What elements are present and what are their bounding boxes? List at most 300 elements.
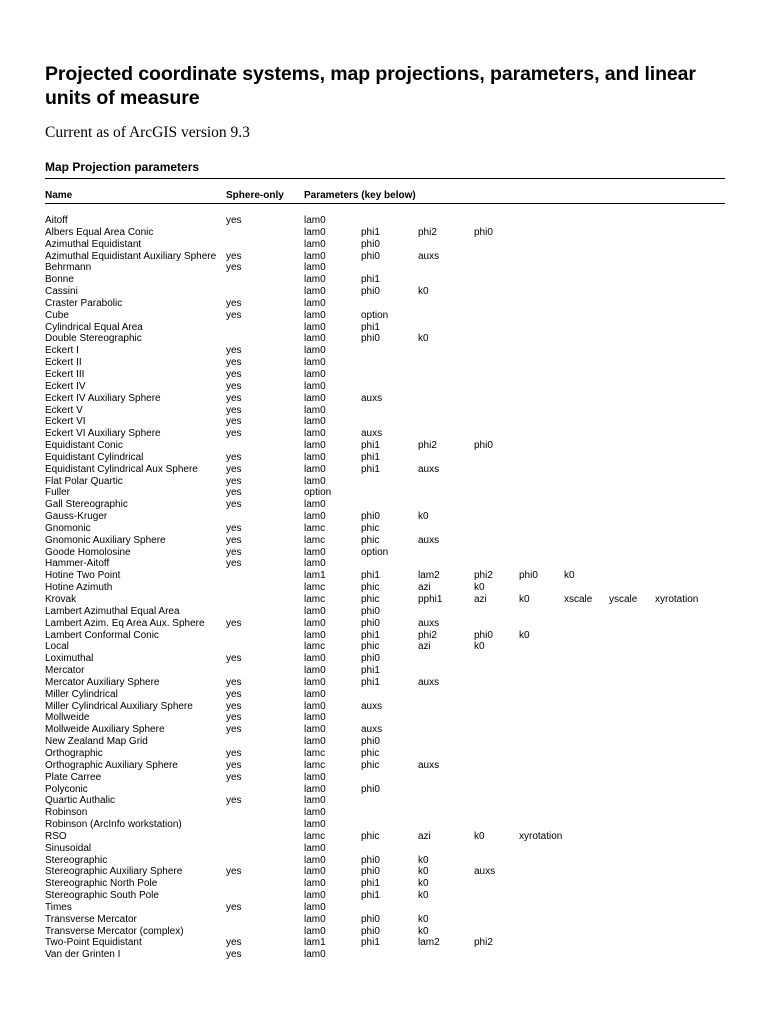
parameter-value: lam0: [304, 321, 326, 333]
parameter-value: lam0: [304, 463, 326, 475]
parameter-value: lam0: [304, 700, 326, 712]
parameter-value: phi1: [361, 629, 380, 641]
parameter-value: phi1: [361, 890, 380, 902]
parameter-value: lam2: [418, 937, 440, 949]
sphere-only-value: yes: [226, 688, 242, 700]
parameter-value: yscale: [609, 594, 638, 605]
sphere-only-value: yes: [226, 345, 242, 357]
table-row: [45, 926, 725, 938]
projection-name: Van der Grinten I: [45, 949, 121, 961]
sphere-only-value: yes: [226, 866, 242, 878]
projection-name: Times: [45, 901, 72, 913]
projection-name: Eckert I: [45, 345, 79, 357]
sphere-only-value: yes: [226, 451, 242, 463]
parameter-value: lam0: [304, 795, 326, 807]
parameter-value: lam0: [304, 712, 326, 724]
parameter-value: phi2: [474, 937, 493, 949]
parameter-value: k0: [474, 830, 485, 842]
parameter-value: lam0: [304, 309, 326, 321]
parameter-value: lam0: [304, 333, 326, 345]
sphere-only-value: yes: [226, 771, 242, 783]
parameter-value: phi0: [361, 617, 380, 629]
projection-name: Equidistant Cylindrical Aux Sphere: [45, 463, 198, 475]
parameter-value: phi0: [361, 286, 380, 298]
sphere-only-value: yes: [226, 949, 242, 961]
parameter-value: pphi1: [418, 594, 443, 605]
parameter-value: lam0: [304, 842, 326, 854]
parameter-value: phic: [361, 759, 380, 771]
projection-name: Hotine Azimuth: [45, 582, 113, 594]
parameter-value: phi0: [361, 866, 380, 878]
table-row: [45, 878, 725, 890]
parameter-value: auxs: [418, 617, 440, 629]
parameter-value: lamc: [304, 582, 326, 594]
projection-name: Bonne: [45, 274, 74, 286]
parameter-value: lam0: [304, 771, 326, 783]
projection-name: Stereographic North Pole: [45, 878, 158, 890]
sphere-only-value: yes: [226, 676, 242, 688]
parameter-value: lamc: [304, 594, 326, 605]
parameter-value: lam0: [304, 416, 326, 428]
parameter-value: azi: [418, 830, 431, 842]
projection-name: Albers Equal Area Conic: [45, 226, 154, 238]
parameter-value: auxs: [361, 724, 383, 736]
table-row: [45, 843, 725, 855]
parameter-value: phi1: [361, 463, 380, 475]
projection-name: Eckert IV Auxiliary Sphere: [45, 392, 161, 404]
parameter-value: lamc: [304, 759, 326, 771]
parameter-value: auxs: [418, 250, 440, 262]
parameter-value: lamc: [304, 534, 326, 546]
table-row: [45, 689, 725, 701]
column-header-sphere-only: Sphere-only: [226, 190, 284, 201]
parameter-value: lamc: [304, 522, 326, 534]
table-row: [45, 239, 725, 251]
sphere-only-value: yes: [226, 262, 242, 274]
parameter-value: phi0: [474, 226, 493, 238]
table-row: [45, 476, 725, 488]
parameter-value: lam0: [304, 380, 326, 392]
header-divider: [45, 203, 725, 204]
table-row: [45, 547, 725, 559]
column-header-parameters: Parameters (key below): [304, 190, 416, 201]
table-row: [45, 914, 725, 926]
table-row: [45, 369, 725, 381]
sphere-only-value: yes: [226, 309, 242, 321]
parameter-value: lam0: [304, 297, 326, 309]
parameter-value: lam0: [304, 357, 326, 369]
parameter-value: lam0: [304, 286, 326, 298]
table-row: [45, 807, 725, 819]
parameter-value: lam1: [304, 937, 326, 949]
table-row: [45, 393, 725, 405]
projection-name: New Zealand Map Grid: [45, 736, 148, 748]
parameter-value: phi0: [361, 736, 380, 748]
table-row: [45, 594, 725, 606]
table-row: [45, 416, 725, 428]
parameter-value: auxs: [474, 866, 496, 878]
sphere-only-value: yes: [226, 795, 242, 807]
projection-name: Lambert Conformal Conic: [45, 629, 159, 641]
projection-name: Gnomonic: [45, 522, 91, 534]
parameter-value: k0: [418, 925, 429, 937]
parameter-value: lam0: [304, 925, 326, 937]
projection-table: [45, 215, 725, 961]
parameter-value: lam0: [304, 807, 326, 819]
projection-name: Goode Homolosine: [45, 546, 131, 558]
table-row: [45, 949, 725, 961]
table-row: [45, 866, 725, 878]
parameter-value: k0: [474, 641, 485, 653]
parameter-value: lam0: [304, 345, 326, 357]
projection-name: Mercator: [45, 665, 85, 677]
sphere-only-value: yes: [226, 428, 242, 440]
projection-name: RSO: [45, 830, 67, 842]
parameter-value: lam0: [304, 428, 326, 440]
parameter-value: lam0: [304, 215, 326, 226]
parameter-value: azi: [418, 641, 431, 653]
page-title: Projected coordinate systems, map projections, parameters, and linear units of measure: [45, 63, 696, 109]
parameter-value: phic: [361, 641, 380, 653]
parameter-value: phi0: [519, 570, 538, 582]
parameter-value: phi1: [361, 440, 380, 452]
table-row: [45, 440, 725, 452]
sphere-only-value: yes: [226, 392, 242, 404]
parameter-value: phi1: [361, 274, 380, 286]
parameter-value: k0: [519, 629, 530, 641]
parameter-value: lam0: [304, 546, 326, 558]
sphere-only-value: yes: [226, 558, 242, 570]
table-row: [45, 487, 725, 499]
table-row: [45, 630, 725, 642]
parameter-value: auxs: [361, 428, 383, 440]
projection-name: Cube: [45, 309, 69, 321]
projection-name: Polyconic: [45, 783, 88, 795]
parameter-value: lam0: [304, 605, 326, 617]
sphere-only-value: yes: [226, 475, 242, 487]
table-row: [45, 511, 725, 523]
parameter-value: phi0: [474, 629, 493, 641]
projection-name: Eckert III: [45, 368, 85, 380]
parameter-value: phi2: [418, 226, 437, 238]
document-page: [45, 62, 725, 961]
sphere-only-value: yes: [226, 759, 242, 771]
projection-name: Cylindrical Equal Area: [45, 321, 143, 333]
parameter-value: xscale: [564, 594, 593, 605]
table-row: [45, 381, 725, 393]
table-row: [45, 677, 725, 689]
parameter-value: lam0: [304, 913, 326, 925]
sphere-only-value: yes: [226, 700, 242, 712]
sphere-only-value: yes: [226, 250, 242, 262]
projection-name: Equidistant Conic: [45, 440, 123, 452]
parameter-value: lamc: [304, 641, 326, 653]
projection-name: Equidistant Cylindrical: [45, 451, 144, 463]
table-row: [45, 523, 725, 535]
table-row: [45, 665, 725, 677]
projection-name: Lambert Azimuthal Equal Area: [45, 605, 180, 617]
parameter-value: lam0: [304, 440, 326, 452]
parameter-value: azi: [418, 582, 431, 594]
table-row: [45, 345, 725, 357]
table-row: [45, 618, 725, 630]
projection-name: Eckert V: [45, 404, 83, 416]
parameter-value: phic: [361, 594, 380, 605]
projection-name: Stereographic Auxiliary Sphere: [45, 866, 183, 878]
table-row: [45, 322, 725, 334]
parameter-value: k0: [519, 594, 530, 605]
parameter-value: phic: [361, 830, 380, 842]
table-row: [45, 464, 725, 476]
sphere-only-value: yes: [226, 747, 242, 759]
parameter-value: lam0: [304, 736, 326, 748]
section-title: Map Projection parameters: [45, 160, 200, 174]
table-row: [45, 760, 725, 772]
projection-name: Gauss-Kruger: [45, 511, 108, 523]
version-subtitle: Current as of ArcGIS version 9.3: [45, 124, 250, 141]
projection-name: Two-Point Equidistant: [45, 937, 142, 949]
projection-name: Orthographic: [45, 747, 103, 759]
projection-name: Eckert VI: [45, 416, 86, 428]
table-row: [45, 724, 725, 736]
parameter-value: phic: [361, 534, 380, 546]
parameter-value: k0: [418, 913, 429, 925]
parameter-value: phi1: [361, 937, 380, 949]
sphere-only-value: yes: [226, 534, 242, 546]
projection-name: Hotine Two Point: [45, 570, 121, 582]
parameter-value: lamc: [304, 830, 326, 842]
table-row: [45, 251, 725, 263]
parameter-value: phi1: [361, 878, 380, 890]
parameter-value: k0: [418, 890, 429, 902]
table-row: [45, 831, 725, 843]
projection-name: Transverse Mercator (complex): [45, 925, 184, 937]
projection-name: Gnomonic Auxiliary Sphere: [45, 534, 166, 546]
table-row: [45, 262, 725, 274]
table-row: [45, 937, 725, 949]
parameter-value: auxs: [361, 392, 383, 404]
table-row: [45, 535, 725, 547]
sphere-only-value: yes: [226, 357, 242, 369]
projection-name: Robinson (ArcInfo workstation): [45, 819, 182, 831]
projection-name: Gall Stereographic: [45, 499, 128, 511]
parameter-value: lam0: [304, 226, 326, 238]
projection-name: Double Stereographic: [45, 333, 142, 345]
parameter-value: phi1: [361, 321, 380, 333]
table-row: [45, 653, 725, 665]
table-row: [45, 736, 725, 748]
projection-name: Mercator Auxiliary Sphere: [45, 676, 160, 688]
parameter-value: phic: [361, 747, 380, 759]
parameter-value: lam0: [304, 878, 326, 890]
parameter-value: lam0: [304, 392, 326, 404]
table-row: [45, 748, 725, 760]
parameter-value: phi0: [361, 854, 380, 866]
projection-name: Plate Carree: [45, 771, 102, 783]
parameter-value: k0: [564, 570, 575, 582]
parameter-value: phi0: [361, 250, 380, 262]
parameter-value: lam0: [304, 404, 326, 416]
table-row: [45, 582, 725, 594]
sphere-only-value: yes: [226, 499, 242, 511]
parameter-value: lam0: [304, 665, 326, 677]
parameter-value: lam0: [304, 451, 326, 463]
parameter-value: lam0: [304, 819, 326, 831]
table-row: [45, 499, 725, 511]
parameter-value: k0: [418, 333, 429, 345]
projection-name: Sinusoidal: [45, 842, 92, 854]
parameter-value: option: [304, 487, 332, 499]
parameter-value: phi0: [361, 238, 380, 250]
projection-name: Cassini: [45, 286, 78, 298]
parameter-value: lam0: [304, 511, 326, 523]
parameter-value: lam0: [304, 688, 326, 700]
sphere-only-value: yes: [226, 380, 242, 392]
parameter-value: lam0: [304, 368, 326, 380]
table-row: [45, 428, 725, 440]
projection-name: Behrmann: [45, 262, 92, 274]
parameter-value: xyrotation: [655, 594, 699, 605]
projection-name: Eckert IV: [45, 380, 86, 392]
column-header-name: Name: [45, 190, 73, 201]
table-row: [45, 274, 725, 286]
sphere-only-value: yes: [226, 617, 242, 629]
parameter-value: option: [361, 546, 389, 558]
parameter-value: phi2: [418, 440, 437, 452]
table-row: [45, 641, 725, 653]
projection-name: Transverse Mercator: [45, 913, 137, 925]
sphere-only-value: yes: [226, 215, 242, 226]
projection-name: Mollweide: [45, 712, 90, 724]
parameter-value: k0: [418, 878, 429, 890]
projection-name: Quartic Authalic: [45, 795, 116, 807]
parameter-value: phi1: [361, 676, 380, 688]
sphere-only-value: yes: [226, 487, 242, 499]
projection-name: Lambert Azim. Eq Area Aux. Sphere: [45, 617, 205, 629]
sphere-only-value: yes: [226, 416, 242, 428]
table-row: [45, 357, 725, 369]
parameter-value: lam0: [304, 866, 326, 878]
parameter-value: lam0: [304, 890, 326, 902]
projection-name: Robinson: [45, 807, 88, 819]
projection-name: Aitoff: [45, 215, 68, 226]
parameter-value: phi2: [418, 629, 437, 641]
parameter-value: auxs: [418, 759, 440, 771]
parameter-value: lam0: [304, 250, 326, 262]
parameter-value: lam0: [304, 617, 326, 629]
sphere-only-value: yes: [226, 546, 242, 558]
projection-name: Miller Cylindrical: [45, 688, 118, 700]
table-row: [45, 558, 725, 570]
parameter-value: lam1: [304, 570, 326, 582]
sphere-only-value: yes: [226, 297, 242, 309]
sphere-only-value: yes: [226, 368, 242, 380]
projection-name: Azimuthal Equidistant Auxiliary Sphere: [45, 250, 217, 262]
parameter-value: option: [361, 309, 389, 321]
parameter-value: phi0: [361, 333, 380, 345]
parameter-value: phi0: [361, 511, 380, 523]
sphere-only-value: yes: [226, 712, 242, 724]
projection-name: Krovak: [45, 594, 77, 605]
parameter-value: lam0: [304, 783, 326, 795]
parameter-value: phi0: [361, 913, 380, 925]
projection-name: Hammer-Aitoff: [45, 558, 110, 570]
parameter-value: phi1: [361, 570, 380, 582]
table-row: [45, 784, 725, 796]
table-row: [45, 795, 725, 807]
sphere-only-value: yes: [226, 937, 242, 949]
projection-name: Mollweide Auxiliary Sphere: [45, 724, 165, 736]
projection-name: Fuller: [45, 487, 71, 499]
sphere-only-value: yes: [226, 522, 242, 534]
parameter-value: lam0: [304, 949, 326, 961]
table-row: [45, 772, 725, 784]
parameter-value: auxs: [418, 676, 440, 688]
parameter-value: lam0: [304, 901, 326, 913]
sphere-only-value: yes: [226, 724, 242, 736]
parameter-value: phic: [361, 582, 380, 594]
projection-name: Stereographic South Pole: [45, 890, 159, 902]
parameter-value: k0: [474, 582, 485, 594]
sphere-only-value: yes: [226, 404, 242, 416]
parameter-value: auxs: [418, 463, 440, 475]
parameter-value: lamc: [304, 747, 326, 759]
parameter-value: lam0: [304, 854, 326, 866]
projection-name: Azimuthal Equidistant: [45, 238, 142, 250]
sphere-only-value: yes: [226, 653, 242, 665]
parameter-value: phi1: [361, 226, 380, 238]
parameter-value: phic: [361, 522, 380, 534]
table-row: [45, 227, 725, 239]
parameter-value: azi: [474, 594, 487, 605]
parameter-value: lam0: [304, 475, 326, 487]
projection-name: Flat Polar Quartic: [45, 475, 123, 487]
parameter-value: phi0: [361, 783, 380, 795]
table-row: [45, 855, 725, 867]
parameter-value: lam0: [304, 262, 326, 274]
table-row: [45, 712, 725, 724]
parameter-value: phi2: [474, 570, 493, 582]
parameter-value: lam0: [304, 629, 326, 641]
table-row: [45, 452, 725, 464]
parameter-value: k0: [418, 854, 429, 866]
parameter-value: auxs: [361, 700, 383, 712]
table-row: [45, 819, 725, 831]
parameter-value: k0: [418, 511, 429, 523]
table-row: [45, 570, 725, 582]
table-row: [45, 333, 725, 345]
table-row: [45, 606, 725, 618]
parameter-value: lam0: [304, 653, 326, 665]
parameter-value: lam0: [304, 274, 326, 286]
projection-name: Orthographic Auxiliary Sphere: [45, 759, 178, 771]
sphere-only-value: yes: [226, 463, 242, 475]
projection-name: Eckert II: [45, 357, 82, 369]
parameter-value: phi0: [361, 605, 380, 617]
parameter-value: lam0: [304, 724, 326, 736]
projection-name: Loximuthal: [45, 653, 94, 665]
table-row: [45, 902, 725, 914]
table-header: [45, 179, 725, 203]
parameter-value: phi0: [474, 440, 493, 452]
parameter-value: lam0: [304, 676, 326, 688]
sphere-only-value: yes: [226, 901, 242, 913]
table-row: [45, 310, 725, 322]
parameter-value: xyrotation: [519, 830, 563, 842]
projection-name: Stereographic: [45, 854, 108, 866]
table-row: [45, 890, 725, 902]
parameter-value: phi0: [361, 925, 380, 937]
